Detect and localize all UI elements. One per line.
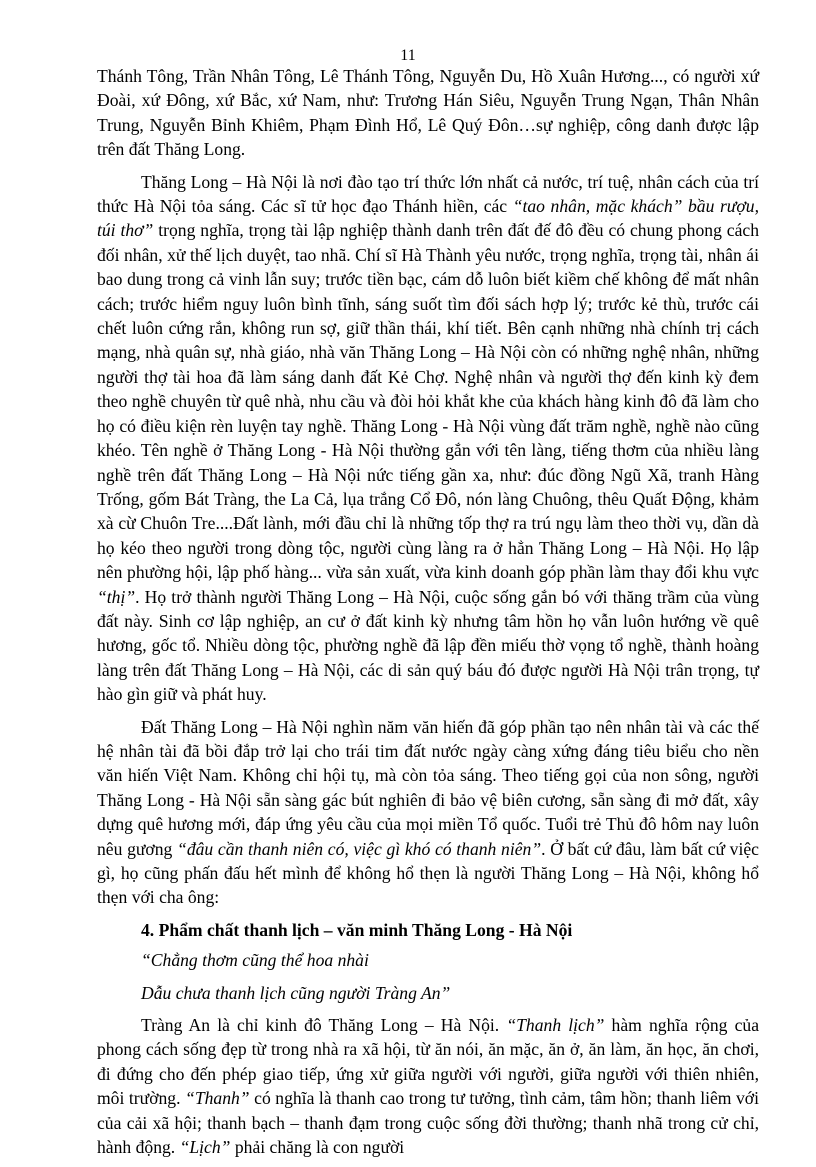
verse-line-2: Dẫu chưa thanh lịch cũng người Tràng An” <box>141 982 451 1003</box>
paragraph-3-text-a: Đất Thăng Long – Hà Nội nghìn năm văn hiến đã góp phần tạo nên nhân tài và các thế hệ nhân tài đã bồi đắp trở lại cho trái tim đất nước ngày càng xứng đáng tiêu biểu cho nền văn hiến Việt Nam. Không chỉ hội tụ, mà còn tỏa sáng. Theo tiếng gọi của non sông, người Thăng Long - Hà Nội sẵn sàng gác bút nghiên đi bảo vệ biên cương, sẵn sàng đi mở đất, xây dựng quê hương mới, đáp ứng yêu cầu của mọi miền Tổ quốc. Tuổi trẻ Thủ đô hôm nay luôn nêu gương <box>97 716 759 859</box>
paragraph-3-quote-1: “đâu cần thanh niên có, việc gì khó có thanh niên” <box>177 838 542 859</box>
paragraph-3 <box>97 715 759 910</box>
paragraph-4-text-c: có nghĩa là thanh cao trong tư tưởng, tình cảm, tâm hồn; thanh liêm với của cải xã hội; thanh bạch – thanh đạm trong cuộc sống đời thường; thanh nhã trong cử chỉ, hành động. <box>97 1088 760 1158</box>
paragraph-2-text-c: . Họ trở thành người Thăng Long – Hà Nội, cuộc sống gắn bó với thăng trầm của vùng đất này. Sinh cơ lập nghiệp, an cư ở đất kinh kỳ nhưng tâm hồn họ vẫn luôn hướng về quê hương, gốc tổ. Nhiều dòng tộc, phường nghề đã lập đền miếu thờ vọng tổ nghề, thành hoàng làng trên đất Thăng Long – Hà Nội, các di sản quý báu đó được người Hà Nội trân trọng, tự hào gìn giữ và phát huy. <box>97 586 759 705</box>
paragraph-4-text-a: Tràng An là chỉ kinh đô Thăng Long – Hà Nội. <box>141 1015 507 1036</box>
paragraph-4-text-d: phải chăng là con người <box>230 1137 405 1158</box>
paragraph-1: Thánh Tông, Trần Nhân Tông, Lê Thánh Tông, Nguyễn Du, Hồ Xuân Hương..., có người xứ Đoài, xứ Đông, xứ Bắc, xứ Nam, như: Trương Hán Siêu, Nguyễn Trung Ngạn, Thân Nhân Trung, Nguyễn Bỉnh Khiêm, Phạm Đình Hổ, Lê Quý Đôn…sự nghiệp, công danh được lập trên đất Thăng Long. <box>97 66 759 160</box>
body-text <box>97 64 759 1167</box>
paragraph-4-quote-3: “Lịch” <box>179 1137 231 1158</box>
paragraph-2-quote-1: “tao nhân, mặc khách” bầu rượu, túi thơ” <box>97 196 759 241</box>
paragraph-2-quote-2: “thị” <box>97 586 136 607</box>
paragraph-4-text-b: hàm nghĩa rộng của phong cách sống đẹp từ trong nhà ra xã hội, từ ăn nói, ăn mặc, ăn ở, ăn làm, ăn học, ăn chơi, đi đứng cho đến phép giao tiếp, ứng xử giữa người với người, giữa người với thiên nhiên, môi trường. <box>97 1015 760 1109</box>
paragraph-2 <box>97 170 759 707</box>
paragraph-3-text-b: . Ở bất cứ đâu, làm bất cứ việc gì, họ cũng phấn đấu hết mình để không hổ thẹn là người Thăng Long – Hà Nội, không hổ thẹn với cha ông: <box>97 838 759 908</box>
verse-line-1: “Chẳng thơm cũng thể hoa nhài <box>141 950 369 971</box>
page-number: 11 <box>400 47 416 64</box>
paragraph-2-text-b: trọng nghĩa, trọng tài lập nghiệp thành danh trên đất đế đô đều có chung phong cách đối nhân, xử thế lịch duyệt, tao nhã. Chí sĩ Hà Thành yêu nước, trọng nghĩa, trọng tài, nhân ái bao dung trong cả vinh lẫn suy; trước tiền bạc, cám dỗ luôn biết kiềm chế không để mất nhân cách; trước hiểm nguy luôn bình tĩnh, sáng suốt tìm đối sách hợp lý; trước kẻ thù, trước cái chết luôn cứng rắn, không run sợ, giữ thần thái, khí tiết. Bên cạnh những nhà chính trị cách mạng, nhà quân sự, nhà giáo, nhà văn Thăng Long – Hà Nội còn có những nghệ nhân, những người thợ tài hoa đã làm sáng danh đất Kẻ Chợ. Nghệ nhân và người thợ đến kinh kỳ đem theo nghề chuyên từ quê nhà, nhu cầu và đòi hỏi khắt khe của khách hàng kinh đô đã làm cho họ có điều kiện rèn luyện tay nghề. Thăng Long - Hà Nội vùng đất trăm nghề, nghề nào cũng khéo. Tên nghề ở Thăng Long - Hà Nội thường gắn với tên làng, tiếng thơm của nhiều làng nghề trên đất Thăng Long – Hà Nội nức tiếng gần xa, như: đúc đồng Ngũ Xã, tranh Hàng Trống, gốm Bát Tràng, the La Cả, lụa trắng Cổ Đô, nón làng Chuông, thêu Quất Động, khảm xà cừ Chuôn Tre....Đất lành, mới đầu chỉ là những tốp thợ ra trú ngụ làm theo thời vụ, dần dà họ kéo theo người trong dòng tộc, người cùng làng ra ở hẳn Thăng Long – Hà Nội. Họ lập nên phường hội, lập phố hàng... vừa sản xuất, vừa kinh doanh góp phần làm thay đổi khu vực <box>97 220 759 583</box>
paragraph-4 <box>97 1013 759 1159</box>
paragraph-2-text-a: Thăng Long – Hà Nội là nơi đào tạo trí thức lớn nhất cả nước, trí tuệ, nhân cách của trí thức Hà Nội tỏa sáng. Các sĩ tử học đạo Thánh hiền, các <box>97 171 759 217</box>
paragraph-4-quote-1: “Thanh lịch” <box>506 1015 605 1036</box>
section-heading: 4. Phẩm chất thanh lịch – văn minh Thăng Long - Hà Nội <box>141 919 573 940</box>
paragraph-4-quote-2: “Thanh” <box>185 1088 250 1109</box>
